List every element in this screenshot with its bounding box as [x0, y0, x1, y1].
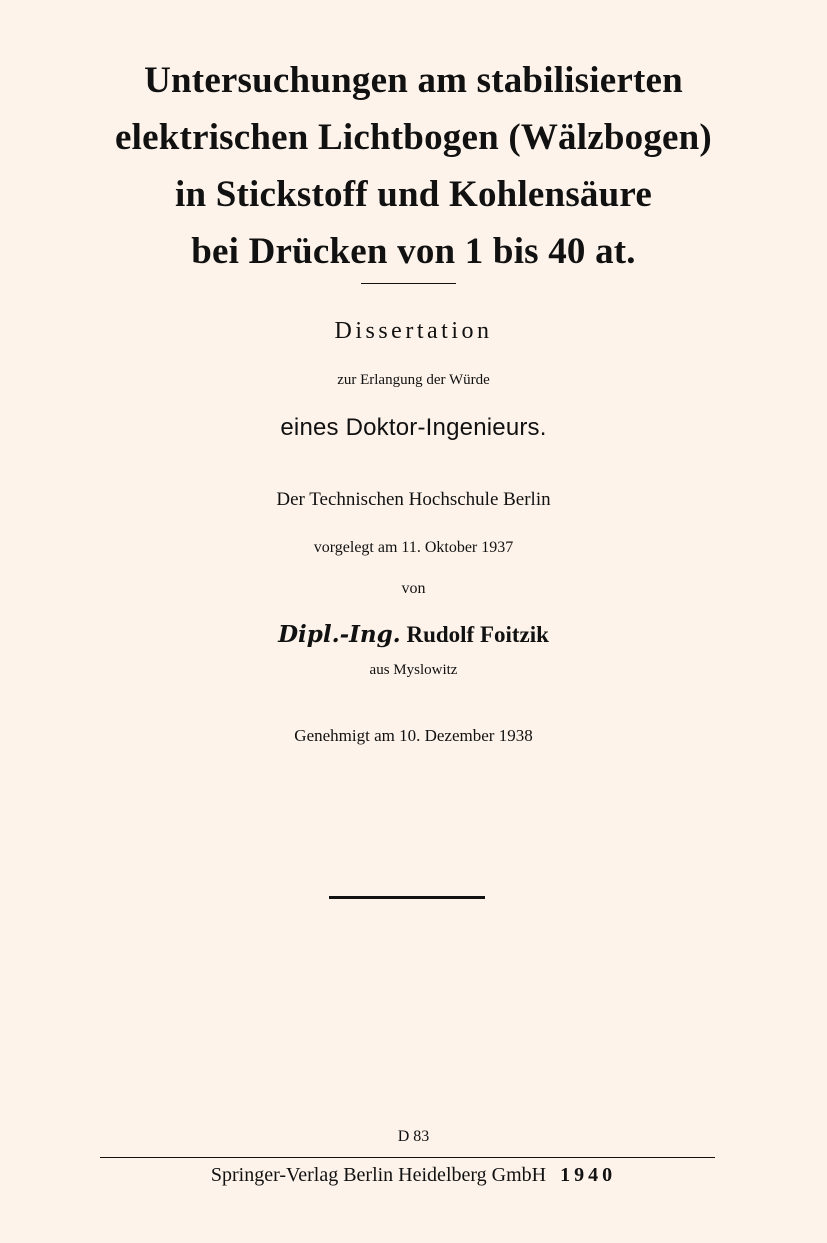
- title-line: bei Drücken von 1 bis 40 at.: [191, 231, 636, 272]
- purpose-text: zur Erlangung der Würde: [337, 372, 490, 388]
- publication-year: 1940: [560, 1164, 617, 1186]
- title-line: in Stickstoff und Kohlensäure: [175, 174, 652, 215]
- dissertation-code: D 83: [397, 1128, 430, 1145]
- approved-date: Genehmigt am 10. Dezember 1938: [294, 726, 533, 745]
- publisher-line: [0, 1164, 827, 1187]
- institution-text: Der Technischen Hochschule Berlin: [276, 489, 551, 510]
- author-line: [0, 621, 827, 648]
- footer-divider: [100, 1157, 715, 1158]
- dissertation-label: Dissertation: [334, 318, 493, 344]
- submitted-date: vorgelegt am 11. Oktober 1937: [313, 539, 514, 556]
- author-name: Rudolf Foitzik: [406, 622, 549, 647]
- thick-divider: [329, 896, 485, 899]
- publisher-name: Springer-Verlag Berlin Heidelberg GmbH: [210, 1164, 547, 1186]
- author-origin: aus Myslowitz: [369, 662, 458, 678]
- title-divider: [361, 283, 456, 284]
- document-title: [0, 52, 827, 280]
- title-line: elektrischen Lichtbogen (Wälzbogen): [115, 117, 712, 158]
- by-text: von: [401, 580, 426, 597]
- degree-text: eines Doktor-Ingenieurs.: [280, 414, 547, 441]
- title-line: Untersuchungen am stabilisierten: [144, 60, 683, 101]
- author-degree: Dipl.-Ing.: [278, 621, 401, 648]
